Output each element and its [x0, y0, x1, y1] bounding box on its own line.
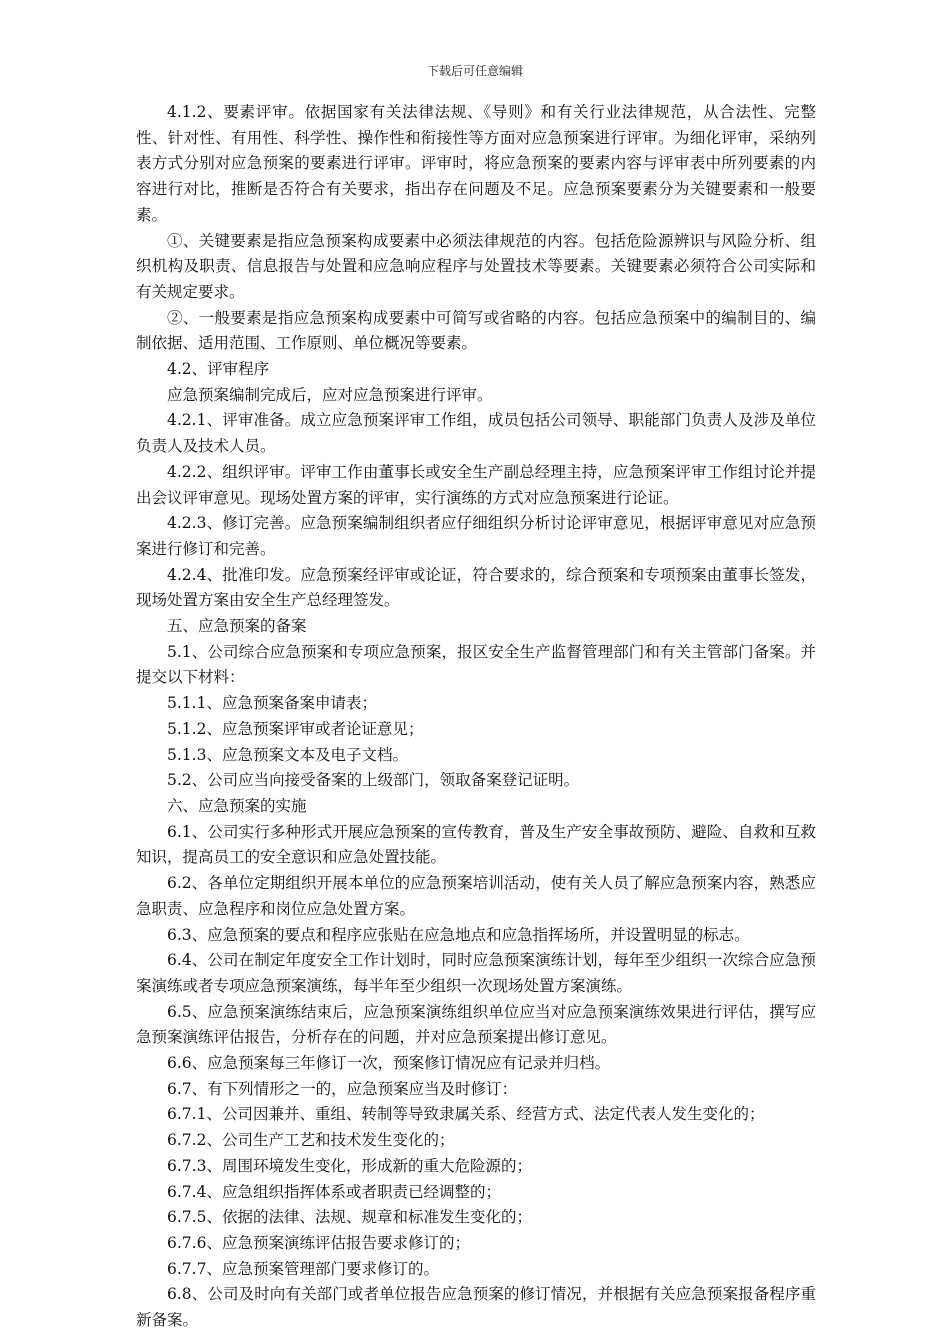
paragraph-4-2-1: 4.2.1、评审准备。成立应急预案评审工作组，成员包括公司领导、职能部门负责人及涉及单位负责人及技术人员。: [136, 411, 816, 456]
paragraph-review-intro: 应急预案编制完成后，应对应急预案进行评审。: [167, 385, 493, 404]
paragraph-4-2-3: 4.2.3、修订完善。应急预案编制组织者应仔细组织分析讨论评审意见，根据评审意见对应急预案进行修订和完善。: [136, 514, 816, 558]
heading-4-2: 4.2、评审程序: [167, 360, 270, 379]
paragraph-5-1: 5.1、公司综合应急预案和专项应急预案，报区安全生产监督管理部门和有关主管部门备案。并提交以下材料：: [136, 642, 816, 687]
paragraph-6-1: 6.1、公司实行多种形式开展应急预案的宣传教育，普及生产安全事故预防、避险、自救和互救知识，提高员工的安全意识和应急处置技能。: [136, 822, 816, 867]
paragraph-6-4: 6.4、公司在制定年度安全工作计划时，同时应急预案演练计划，每年至少组织一次综合应急预案演练或者专项应急预案演练，每半年至少组织一次现场处置方案演练。: [136, 951, 816, 995]
paragraph-6-8: 6.8、公司及时向有关部门或者单位报告应急预案的修订情况，并根据有关应急预案报备程序重新备案。: [136, 1285, 816, 1330]
paragraph-6-7-2: 6.7.2、公司生产工艺和技术发生变化的；: [167, 1131, 455, 1150]
paragraph-key-elements: ①、关键要素是指应急预案构成要素中必须法律规范的内容。包括危险源辨识与风险分析、组织机构及职责、信息报告与处置和应急响应程序与处置技术等要素。关键要素必须符合公司实际和有关规定要求。: [136, 231, 816, 301]
paragraph-5-2: 5.2、公司应当向接受备案的上级部门，领取备案登记证明。: [167, 771, 580, 790]
document-body: [136, 100, 816, 1334]
paragraph-6-7-1: 6.7.1、公司因兼并、重组、转制等导致隶属关系、经营方式、法定代表人发生变化的；: [167, 1105, 765, 1124]
paragraph-6-7-4: 6.7.4、应急组织指挥体系或者职责已经调整的；: [167, 1182, 501, 1201]
heading-section-6: 六、应急预案的实施: [167, 796, 307, 815]
paragraph-6-7-7: 6.7.7、应急预案管理部门要求修订的。: [167, 1259, 439, 1278]
paragraph-6-7-5: 6.7.5、依据的法律、法规、规章和标准发生变化的；: [167, 1208, 532, 1227]
paragraph-6-2: 6.2、各单位定期组织开展本单位的应急预案培训活动，使有关人员了解应急预案内容，熟悉应急职责、应急程序和岗位应急处置方案。: [136, 874, 816, 918]
paragraph-5-1-2: 5.1.2、应急预案评审或者论证意见；: [167, 719, 424, 738]
paragraph-6-7: 6.7、有下列情形之一的，应急预案应当及时修订：: [167, 1079, 518, 1098]
paragraph-6-3: 6.3、应急预案的要点和程序应张贴在应急地点和应急指挥场所，并设置明显的标志。: [167, 925, 750, 944]
paragraph-6-7-3: 6.7.3、周围环境发生变化，形成新的重大危险源的；: [167, 1156, 532, 1175]
page-header: 下载后可任意编辑: [426, 64, 523, 78]
paragraph-6-5: 6.5、应急预案演练结束后，应急预案演练组织单位应当对应急预案演练效果进行评估，撰写应急预案演练评估报告，分析存在的问题，并对应急预案提出修订意见。: [136, 1002, 816, 1047]
paragraph-5-1-1: 5.1.1、应急预案备案申请表；: [167, 694, 377, 713]
paragraph-5-1-3: 5.1.3、应急预案文本及电子文档。: [167, 745, 408, 764]
paragraph-6-6: 6.6、应急预案每三年修订一次，预案修订情况应有记录并归档。: [167, 1054, 611, 1073]
paragraph-general-elements: ②、一般要素是指应急预案构成要素中可简写或省略的内容。包括应急预案中的编制目的、编制依据、适用范围、工作原则、单位概况等要素。: [136, 308, 816, 353]
paragraph-4-2-2: 4.2.2、组织评审。评审工作由董事长或安全生产副总经理主持，应急预案评审工作组讨论并提出会议评审意见。现场处置方案的评审，实行演练的方式对应急预案进行论证。: [136, 462, 816, 507]
paragraph-6-7-6: 6.7.6、应急预案演练评估报告要求修订的；: [167, 1233, 470, 1252]
paragraph-4-1-2: 4.1.2、要素评审。依据国家有关法律法规、《导则》和有关行业法律规范，从合法性、完整性、针对性、有用性、科学性、操作性和衔接性等方面对应急预案进行评审。为细化评审，采纳列表方式分别对应急预案的要素进行评审。评审时，将应急预案的要素内容与评审表中所列要素的内容进行对比，推断是否符合有关要求，指出存在问题及不足。应急预案要素分为关键要素和一般要素。: [136, 103, 816, 224]
heading-section-5: 五、应急预案的备案: [167, 617, 307, 636]
paragraph-4-2-4: 4.2.4、批准印发。应急预案经评审或论证，符合要求的，综合预案和专项预案由董事长签发，现场处置方案由安全生产总经理签发。: [136, 565, 816, 610]
